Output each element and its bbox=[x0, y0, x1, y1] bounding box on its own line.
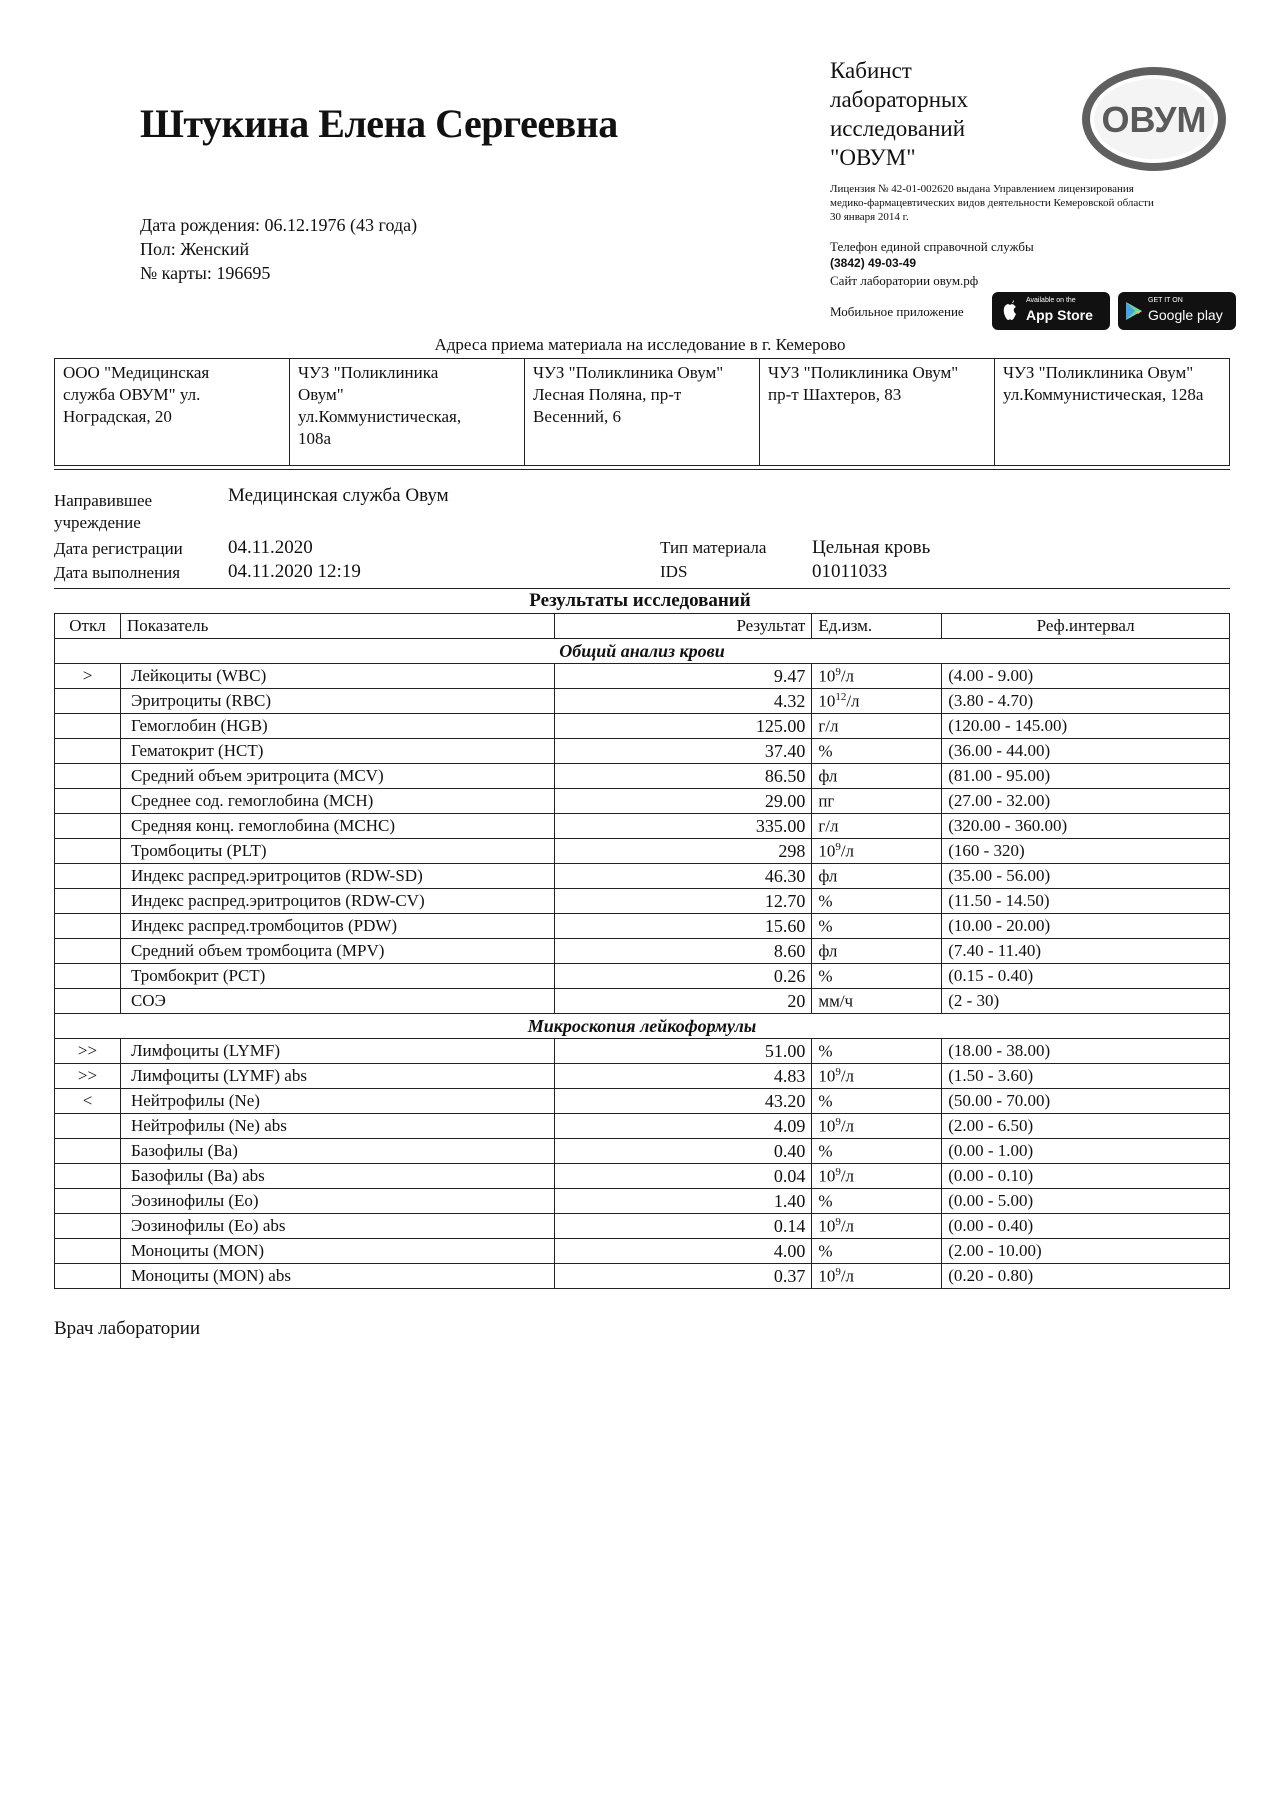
license-line: медико-фармацевтических видов деятельности Кемеровской области bbox=[830, 197, 1154, 209]
unit-exponent: 9 bbox=[835, 665, 841, 678]
divider bbox=[54, 469, 1230, 470]
flag-cell bbox=[55, 1189, 121, 1214]
apple-icon bbox=[1000, 299, 1020, 323]
ref-interval: (18.00 - 38.00) bbox=[942, 1039, 1230, 1064]
unit-cell bbox=[812, 1139, 942, 1164]
address-line: ул.Коммунистическая, bbox=[298, 407, 462, 426]
flag-cell bbox=[55, 1214, 121, 1239]
result-value: 0.37 bbox=[554, 1264, 812, 1289]
flag-cell bbox=[55, 914, 121, 939]
test-name: Нейтрофилы (Ne) abs bbox=[120, 1114, 554, 1139]
flag-cell bbox=[55, 764, 121, 789]
lab-title-line: исследований bbox=[830, 116, 966, 141]
lab-doctor: Врач лаборатории bbox=[54, 1318, 201, 1339]
unit-suffix: /л bbox=[840, 1216, 855, 1236]
ref-interval: (0.00 - 1.00) bbox=[942, 1139, 1230, 1164]
result-value: 37.40 bbox=[554, 739, 812, 764]
unit-base: % bbox=[818, 1091, 833, 1111]
unit-suffix: /л bbox=[846, 691, 860, 711]
unit-exponent: 12 bbox=[835, 690, 847, 703]
unit-cell bbox=[812, 789, 942, 814]
unit-cell bbox=[812, 1239, 942, 1264]
flag-cell: > bbox=[55, 664, 121, 689]
app-store-small: Available on the bbox=[1026, 297, 1076, 304]
address-cell bbox=[525, 359, 760, 466]
result-value: 29.00 bbox=[554, 789, 812, 814]
table-row bbox=[55, 689, 1230, 714]
address-line: Ноградская, 20 bbox=[63, 407, 172, 426]
test-name: Эозинофилы (Eo) bbox=[120, 1189, 554, 1214]
results-table bbox=[54, 613, 1230, 1289]
col-flag: Откл bbox=[55, 614, 121, 639]
test-name: Лимфоциты (LYMF) bbox=[120, 1039, 554, 1064]
test-name: Индекс распред.эритроцитов (RDW-CV) bbox=[120, 889, 554, 914]
test-name: Индекс распред.эритроцитов (RDW-SD) bbox=[120, 864, 554, 889]
result-value: 0.04 bbox=[554, 1164, 812, 1189]
unit-exponent: 9 bbox=[835, 1165, 841, 1178]
section-title: Общий анализ крови bbox=[55, 639, 1230, 664]
unit-base: фл bbox=[818, 766, 838, 786]
unit-base: фл bbox=[818, 866, 838, 886]
ids-value: 01011033 bbox=[812, 561, 888, 582]
app-store-label: App Store bbox=[1026, 307, 1093, 323]
table-row bbox=[55, 1239, 1230, 1264]
card-number: № карты: 196695 bbox=[140, 263, 271, 283]
referrer-value: Медицинская служба Овум bbox=[228, 485, 449, 506]
flag-cell bbox=[55, 1114, 121, 1139]
unit-base: 10 bbox=[818, 1216, 836, 1236]
flag-cell bbox=[55, 739, 121, 764]
unit-base: % bbox=[818, 916, 833, 936]
unit-cell bbox=[812, 1064, 942, 1089]
col-name: Показатель bbox=[120, 614, 554, 639]
ref-interval: (2 - 30) bbox=[942, 989, 1230, 1014]
col-value: Результат bbox=[554, 614, 812, 639]
table-row bbox=[55, 1089, 1230, 1114]
unit-suffix: /л bbox=[840, 666, 855, 686]
result-value: 86.50 bbox=[554, 764, 812, 789]
flag-cell: >> bbox=[55, 1039, 121, 1064]
unit-suffix: /л bbox=[840, 1066, 855, 1086]
test-name: Эритроциты (RBC) bbox=[120, 689, 554, 714]
results-body bbox=[55, 639, 1230, 1289]
unit-base: 10 bbox=[818, 666, 836, 686]
test-name: Эозинофилы (Eo) abs bbox=[120, 1214, 554, 1239]
license-text bbox=[830, 182, 1230, 224]
addresses-table bbox=[54, 358, 1230, 466]
ids-label: IDS bbox=[660, 562, 688, 581]
ref-interval: (320.00 - 360.00) bbox=[942, 814, 1230, 839]
addresses-caption: Адреса приема материала на исследование в г. Кемерово bbox=[434, 335, 846, 354]
ref-interval: (120.00 - 145.00) bbox=[942, 714, 1230, 739]
unit-cell bbox=[812, 889, 942, 914]
flag-cell bbox=[55, 889, 121, 914]
table-row bbox=[55, 739, 1230, 764]
test-name: Лимфоциты (LYMF) abs bbox=[120, 1064, 554, 1089]
flag-cell bbox=[55, 864, 121, 889]
test-name: Моноциты (MON) bbox=[120, 1239, 554, 1264]
result-value: 125.00 bbox=[554, 714, 812, 739]
mobile-app-row bbox=[830, 292, 1250, 332]
ref-interval: (81.00 - 95.00) bbox=[942, 764, 1230, 789]
unit-base: % bbox=[818, 1041, 833, 1061]
lab-info bbox=[830, 56, 1250, 323]
section-row bbox=[55, 1014, 1230, 1039]
section-title: Микроскопия лейкоформулы bbox=[55, 1014, 1230, 1039]
ref-interval: (0.15 - 0.40) bbox=[942, 964, 1230, 989]
unit-cell bbox=[812, 964, 942, 989]
table-row bbox=[55, 1214, 1230, 1239]
sex: Пол: Женский bbox=[140, 239, 250, 259]
ref-interval: (35.00 - 56.00) bbox=[942, 864, 1230, 889]
col-ref: Реф.интервал bbox=[942, 614, 1230, 639]
table-row bbox=[55, 989, 1230, 1014]
google-play-label: Google play bbox=[1148, 307, 1223, 323]
table-row bbox=[55, 714, 1230, 739]
test-name: Тромбокрит (PCT) bbox=[120, 964, 554, 989]
result-value: 43.20 bbox=[554, 1089, 812, 1114]
unit-base: 10 bbox=[818, 1066, 836, 1086]
unit-cell bbox=[812, 689, 942, 714]
divider bbox=[54, 588, 1230, 589]
unit-suffix: /л bbox=[840, 1116, 855, 1136]
result-value: 4.83 bbox=[554, 1064, 812, 1089]
unit-cell bbox=[812, 1089, 942, 1114]
unit-cell bbox=[812, 739, 942, 764]
license-line: Лицензия № 42-01-002620 выдана Управлением лицензирования bbox=[830, 183, 1134, 195]
flag-cell bbox=[55, 714, 121, 739]
address-line: ЧУЗ "Поликлиника Овум" bbox=[533, 363, 724, 382]
table-row bbox=[55, 939, 1230, 964]
flag-cell: >> bbox=[55, 1064, 121, 1089]
test-name: Базофилы (Ba) abs bbox=[120, 1164, 554, 1189]
table-row bbox=[55, 814, 1230, 839]
section-row bbox=[55, 639, 1230, 664]
phone-number[interactable]: (3842) 49-03-49 bbox=[830, 256, 917, 270]
flag-cell bbox=[55, 789, 121, 814]
results-title: Результаты исследований bbox=[529, 590, 751, 611]
ref-interval: (0.00 - 0.10) bbox=[942, 1164, 1230, 1189]
unit-cell bbox=[812, 1039, 942, 1064]
unit-exponent: 9 bbox=[835, 1065, 841, 1078]
ref-interval: (160 - 320) bbox=[942, 839, 1230, 864]
unit-base: пг bbox=[818, 791, 835, 811]
table-row bbox=[55, 1139, 1230, 1164]
google-play-icon bbox=[1125, 301, 1143, 321]
birth-date: Дата рождения: 06.12.1976 (43 года) bbox=[140, 215, 418, 235]
result-value: 0.14 bbox=[554, 1214, 812, 1239]
ref-interval: (2.00 - 10.00) bbox=[942, 1239, 1230, 1264]
unit-base: 10 bbox=[818, 691, 836, 711]
exec-date-value: 04.11.2020 12:19 bbox=[228, 561, 361, 582]
unit-cell bbox=[812, 814, 942, 839]
unit-cell bbox=[812, 839, 942, 864]
result-value: 12.70 bbox=[554, 889, 812, 914]
unit-cell bbox=[812, 939, 942, 964]
address-line: ЧУЗ "Поликлиника Овум" bbox=[768, 363, 959, 382]
result-value: 20 bbox=[554, 989, 812, 1014]
test-name: Базофилы (Ba) bbox=[120, 1139, 554, 1164]
logo-text: ОВУМ bbox=[1101, 99, 1207, 140]
unit-exponent: 9 bbox=[835, 1115, 841, 1128]
unit-base: % bbox=[818, 1141, 833, 1161]
flag-cell bbox=[55, 1139, 121, 1164]
result-value: 0.26 bbox=[554, 964, 812, 989]
flag-cell bbox=[55, 1239, 121, 1264]
result-value: 46.30 bbox=[554, 864, 812, 889]
table-row bbox=[55, 864, 1230, 889]
flag-cell bbox=[55, 964, 121, 989]
unit-cell bbox=[812, 864, 942, 889]
address-line: Весенний, 6 bbox=[533, 407, 621, 426]
result-value: 335.00 bbox=[554, 814, 812, 839]
address-line: служба ОВУМ" ул. bbox=[63, 385, 201, 404]
unit-base: мм/ч bbox=[818, 991, 854, 1011]
unit-base: % bbox=[818, 741, 833, 761]
ref-interval: (27.00 - 32.00) bbox=[942, 789, 1230, 814]
ref-interval: (0.20 - 0.80) bbox=[942, 1264, 1230, 1289]
table-row bbox=[55, 789, 1230, 814]
app-store-button[interactable] bbox=[992, 292, 1110, 330]
contact-block bbox=[830, 238, 1034, 289]
flag-cell bbox=[55, 689, 121, 714]
material-label: Тип материала bbox=[660, 538, 767, 557]
unit-cell bbox=[812, 1164, 942, 1189]
unit-cell bbox=[812, 664, 942, 689]
material-value: Цельная кровь bbox=[812, 537, 931, 558]
unit-cell bbox=[812, 914, 942, 939]
unit-exponent: 9 bbox=[835, 1265, 841, 1278]
table-row bbox=[55, 1114, 1230, 1139]
unit-base: % bbox=[818, 891, 833, 911]
unit-base: фл bbox=[818, 941, 838, 961]
unit-base: % bbox=[818, 1191, 833, 1211]
ref-interval: (0.00 - 0.40) bbox=[942, 1214, 1230, 1239]
phone-label: Телефон единой справочной службы bbox=[830, 239, 1034, 254]
patient-info bbox=[140, 213, 417, 285]
lab-title-line: лабораторных bbox=[830, 87, 969, 112]
test-name: Средний объем тромбоцита (MPV) bbox=[120, 939, 554, 964]
test-name: СОЭ bbox=[120, 989, 554, 1014]
address-cell bbox=[760, 359, 995, 466]
result-value: 4.32 bbox=[554, 689, 812, 714]
unit-base: % bbox=[818, 966, 833, 986]
ref-interval: (36.00 - 44.00) bbox=[942, 739, 1230, 764]
unit-base: 10 bbox=[818, 1116, 836, 1136]
flag-cell bbox=[55, 814, 121, 839]
address-line: ЧУЗ "Поликлиника Овум" bbox=[1003, 363, 1194, 382]
reg-date-value: 04.11.2020 bbox=[228, 537, 313, 558]
result-value: 4.00 bbox=[554, 1239, 812, 1264]
address-cell bbox=[290, 359, 525, 466]
address-line: ЧУЗ "Поликлиника bbox=[298, 363, 439, 382]
address-line: Лесная Поляна, пр-т bbox=[533, 385, 682, 404]
results-header-row bbox=[55, 614, 1230, 639]
flag-cell bbox=[55, 839, 121, 864]
test-name: Средняя конц. гемоглобина (MCHC) bbox=[120, 814, 554, 839]
patient-name: Штукина Елена Сергеевна bbox=[140, 101, 618, 146]
unit-base: 10 bbox=[818, 1166, 836, 1186]
test-name: Тромбоциты (PLT) bbox=[120, 839, 554, 864]
ref-interval: (10.00 - 20.00) bbox=[942, 914, 1230, 939]
result-value: 298 bbox=[554, 839, 812, 864]
flag-cell bbox=[55, 989, 121, 1014]
result-value: 4.09 bbox=[554, 1114, 812, 1139]
unit-cell bbox=[812, 1264, 942, 1289]
result-value: 0.40 bbox=[554, 1139, 812, 1164]
google-play-small: GET IT ON bbox=[1148, 297, 1183, 304]
flag-cell: < bbox=[55, 1089, 121, 1114]
ref-interval: (4.00 - 9.00) bbox=[942, 664, 1230, 689]
unit-base: г/л bbox=[818, 716, 839, 736]
unit-base: 10 bbox=[818, 1266, 836, 1286]
test-name: Среднее сод. гемоглобина (MCH) bbox=[120, 789, 554, 814]
ref-interval: (11.50 - 14.50) bbox=[942, 889, 1230, 914]
test-name: Лейкоциты (WBC) bbox=[120, 664, 554, 689]
result-value: 9.47 bbox=[554, 664, 812, 689]
result-value: 15.60 bbox=[554, 914, 812, 939]
table-row bbox=[55, 889, 1230, 914]
table-row bbox=[55, 1064, 1230, 1089]
table-row bbox=[55, 1264, 1230, 1289]
flag-cell bbox=[55, 939, 121, 964]
unit-cell bbox=[812, 989, 942, 1014]
unit-cell bbox=[812, 1189, 942, 1214]
unit-suffix: /л bbox=[840, 1166, 855, 1186]
ovum-logo bbox=[1080, 64, 1228, 174]
unit-cell bbox=[812, 1214, 942, 1239]
table-row bbox=[55, 964, 1230, 989]
unit-cell bbox=[812, 1114, 942, 1139]
table-row bbox=[55, 914, 1230, 939]
unit-base: г/л bbox=[818, 816, 839, 836]
table-row bbox=[55, 1189, 1230, 1214]
ref-interval: (0.00 - 5.00) bbox=[942, 1189, 1230, 1214]
ref-interval: (7.40 - 11.40) bbox=[942, 939, 1230, 964]
result-value: 51.00 bbox=[554, 1039, 812, 1064]
unit-cell bbox=[812, 714, 942, 739]
reg-date-label: Дата регистрации bbox=[54, 539, 183, 558]
referrer-label: Направившее учреждение bbox=[54, 491, 153, 532]
unit-cell bbox=[812, 764, 942, 789]
address-line: пр-т Шахтеров, 83 bbox=[768, 385, 902, 404]
table-row bbox=[55, 664, 1230, 689]
unit-base: % bbox=[818, 1241, 833, 1261]
unit-suffix: /л bbox=[840, 1266, 855, 1286]
table-row bbox=[55, 839, 1230, 864]
ref-interval: (1.50 - 3.60) bbox=[942, 1064, 1230, 1089]
unit-suffix: /л bbox=[840, 841, 855, 861]
license-line: 30 января 2014 г. bbox=[830, 211, 909, 223]
address-line: 108а bbox=[298, 429, 332, 448]
ref-interval: (50.00 - 70.00) bbox=[942, 1089, 1230, 1114]
unit-base: 10 bbox=[818, 841, 836, 861]
ref-interval: (2.00 - 6.50) bbox=[942, 1114, 1230, 1139]
exec-date-label: Дата выполнения bbox=[54, 563, 181, 582]
address-cell bbox=[55, 359, 290, 466]
col-unit: Ед.изм. bbox=[812, 614, 942, 639]
google-play-button[interactable] bbox=[1118, 292, 1236, 330]
flag-cell bbox=[55, 1264, 121, 1289]
test-name: Гемоглобин (HGB) bbox=[120, 714, 554, 739]
flag-cell bbox=[55, 1164, 121, 1189]
unit-exponent: 9 bbox=[835, 840, 841, 853]
ref-interval: (3.80 - 4.70) bbox=[942, 689, 1230, 714]
mobile-app-label: Мобильное приложение bbox=[830, 304, 964, 319]
lab-title bbox=[830, 56, 1030, 172]
test-name: Моноциты (MON) abs bbox=[120, 1264, 554, 1289]
lab-title-line: Кабинст bbox=[830, 58, 912, 83]
address-cell bbox=[995, 359, 1230, 466]
address-line: ООО "Медицинская bbox=[63, 363, 210, 382]
unit-exponent: 9 bbox=[835, 1215, 841, 1228]
test-name: Нейтрофилы (Ne) bbox=[120, 1089, 554, 1114]
address-line: ул.Коммунистическая, 128а bbox=[1003, 385, 1204, 404]
result-value: 1.40 bbox=[554, 1189, 812, 1214]
table-row bbox=[55, 764, 1230, 789]
lab-title-line: "ОВУМ" bbox=[830, 145, 916, 170]
table-row bbox=[55, 1164, 1230, 1189]
test-name: Средний объем эритроцита (MCV) bbox=[120, 764, 554, 789]
test-name: Гематокрит (HCT) bbox=[120, 739, 554, 764]
test-name: Индекс распред.тромбоцитов (PDW) bbox=[120, 914, 554, 939]
result-value: 8.60 bbox=[554, 939, 812, 964]
address-line: Овум" bbox=[298, 385, 344, 404]
lab-site[interactable]: Сайт лаборатории овум.рф bbox=[830, 273, 979, 288]
table-row bbox=[55, 1039, 1230, 1064]
